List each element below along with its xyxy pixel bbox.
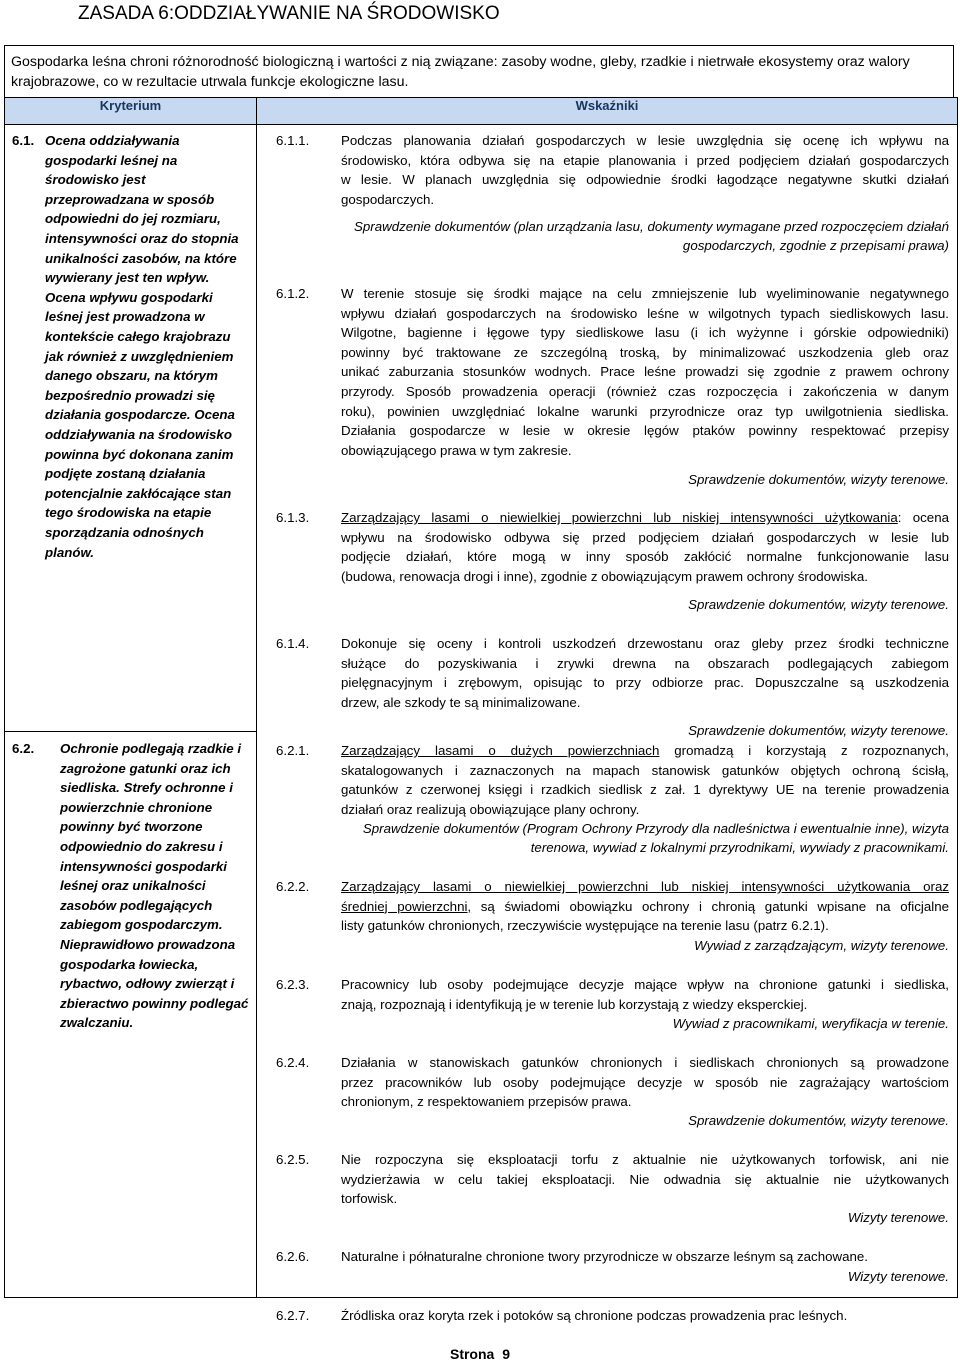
verification-note: gospodarczych, zgodnie z przepisami prawa)	[682, 238, 949, 253]
criterion-line: środowisko jest	[45, 172, 146, 188]
indicator-line: służące do pozyskiwania i zrywki drewna na obszarach podlegających zabiegom	[341, 655, 949, 671]
verification-note: Wizyty terenowe.	[847, 1269, 949, 1284]
indicator-line: Naturalne i półnaturalne chronione twory przyrodnicze w obszarze leśnym są zachowane.	[341, 1249, 868, 1264]
indicator-line: Źródliska oraz koryta rzek i potoków są chronione podczas prowadzenia prac leśnych.	[341, 1308, 848, 1323]
indicator-line: działań oraz realizują obowiązujące plany ochrony.	[341, 801, 640, 817]
indicator-line: obowiązującego prawa w tym zakresie.	[341, 442, 572, 458]
indicator-line: skatalogowanych i zaznaczonych na mapach stanowisk gatunków objętych ochroną ścisłą,	[341, 762, 949, 778]
criterion-line: zagrożone gatunki oraz ich	[60, 760, 231, 776]
criterion-line: 6.2. Ochronie podlegają rzadkie i	[12, 739, 241, 759]
criterion-line: unikalności zasobów, na które	[45, 250, 237, 266]
indicator-line: wpływu na środowisko odbywa się przed podjęciem działań gospodarczych w lesie lub	[341, 529, 949, 545]
criterion-line: powierzchnie chronione	[60, 799, 213, 815]
indicator-line: w lesie. W planach uwzględnia się odpowiednie środki łagodzące negatywne skutki działań	[341, 172, 949, 188]
verification-note: Wizyty terenowe.	[847, 1210, 949, 1225]
footer-page-number: 9	[502, 1346, 511, 1362]
criterion-line: zasobów podlegających	[60, 897, 213, 913]
verification-note: Wywiad z zarządzającym, wizyty terenowe.	[694, 938, 949, 953]
verification-note: Sprawdzenie dokumentów (plan urządzania lasu, dokumenty wymagane przed rozpoczęciem działań	[354, 219, 949, 234]
criterion-line: danego obszaru, na którym	[45, 368, 218, 384]
criterion-line: Nieprawidłowo prowadzona	[60, 937, 236, 952]
verification-note: Sprawdzenie dokumentów, wizyty terenowe.	[688, 472, 949, 487]
indicator-line: podjęcie działań, które mogą w inny sposób zakłócić normalne funkcjonowanie lasu	[341, 549, 949, 565]
criterion-line: Ocena wpływu gospodarki	[45, 289, 213, 305]
verification-note: Sprawdzenie dokumentów, wizyty terenowe.	[688, 1113, 949, 1128]
criterion-line: wywierany jest ten wpływ.	[45, 270, 210, 286]
indicator-code: 6.1.2.	[276, 286, 310, 301]
indicator-line: Zarządzający lasami o niewielkiej powierzchni lub niskiej intensywności użytkowania oraz	[341, 879, 949, 894]
criterion-line: potencjalnie zakłócające stan	[45, 485, 232, 501]
indicator-code: 6.2.7.	[276, 1308, 310, 1323]
indicator-line: gatunków z czerwonej księgi i rzadkich siedlisk z zał. 1 dyrektywy UE na terenie prowadzenia	[341, 782, 949, 798]
criterion-line: tego środowiska na etapie	[45, 505, 212, 521]
indicator-line: Nie rozpoczyna się eksploatacji torfu z aktualnie nie użytkowanych torfowisk, ani nie	[341, 1152, 949, 1167]
indicator-line: chronionym, z respektowaniem przepisów prawa.	[341, 1094, 632, 1110]
indicator-line: znają, rozpoznają i identyfikują je w terenie lub korzystają z wiedzy eksperckiej.	[341, 996, 808, 1012]
indicator-line: unikać zaburzania stosunków wodnych. Prace leśne prowadzi się zgodnie z prawem ochrony	[341, 364, 949, 380]
principle-intro: Gospodarka leśna chroni różnorodność biologiczną i wartości z nią związane: zasoby wodne, gleby, rzadkie i nietrwałe ekosystemy oraz walory krajobrazowe, co w rezultacie utrwala funkcje ekologiczne lasu.	[4, 45, 954, 97]
indicator-line: Zarządzający lasami o niewielkiej powierzchni lub niskiej intensywności użytkowania: ocena	[341, 510, 949, 525]
indicator-line: pielęgnacyjnym i zrębowym, opisując to przy odbiorze prac. Dopuszczalne są uszkodzenia	[341, 675, 949, 691]
indicator-code: 6.2.6.	[276, 1249, 310, 1264]
indicator-line: drzew, ale szkody te są minimalizowane.	[341, 694, 581, 710]
verification-note: Sprawdzenie dokumentów (Program Ochrony Przyrody dla nadleśnictwa i ewentualnie inne), wizyta	[362, 821, 949, 836]
indicator-code: 6.2.5.	[276, 1152, 310, 1167]
criterion-line: odpowiedni do jej rozmiaru,	[45, 211, 221, 227]
indicator-line: Podczas planowania działań gospodarczych w lesie uwzględnia się ocenę ich wpływu na	[341, 133, 949, 148]
indicator-line: przyrody. Sposób prowadzenia operacji (również czas rozpoczęcia i zakończenia w danym	[341, 384, 949, 399]
criterion-line: jak również z uwzględnieniem	[45, 348, 234, 364]
page-footer	[0, 1346, 960, 1362]
indicator-code: 6.1.3.	[276, 510, 310, 525]
indicator-line: Zarządzający lasami o dużych powierzchniach gromadzą i korzystają z rozpoznanych,	[341, 743, 949, 758]
criterion-line: leśnej jest prowadzona w	[45, 309, 205, 325]
criterion-line: gospodarki leśnej na	[45, 152, 178, 168]
indicator-line: Działania gospodarcze w lesie w okresie lęgów ptaków powinny respektować przepisy	[341, 423, 949, 439]
criterion-number: 6.1.	[12, 133, 35, 148]
criterion-line: podjęte zostaną działania	[45, 466, 206, 482]
criterion-number: 6.2.	[12, 741, 35, 756]
indicator-code: 6.2.4.	[276, 1055, 310, 1070]
indicator-line: wpływu działań gospodarczych na środowisko leśne w wilgotnych typach siedliskowych lasu.	[341, 305, 949, 321]
criterion-line: gospodarka łowiecka,	[60, 956, 199, 972]
indicator-line: wydzierżawia w celu takiej eksploatacji. Nie odwadnia się aktualnie nie użytkowanych	[341, 1171, 949, 1187]
indicator-line: listy gatunków chronionych, rzeczywiście występujące na terenie lasu (patrz 6.2.1).	[341, 918, 829, 934]
indicator-line: Działania w stanowiskach gatunków chronionych i siedliskach chronionych są prowadzone	[341, 1055, 949, 1070]
header-indicators: Wskaźniki	[257, 98, 958, 125]
indicator-line: Pracownicy lub osoby podejmujące decyzje mające wpływ na chronione gatunki i siedliska,	[341, 977, 949, 992]
criterion-line: powinna być dokonana zanim	[45, 446, 234, 462]
page-title: ZASADA 6:ODDZIAŁYWANIE NA ŚRODOWISKO	[78, 3, 500, 24]
indicator-code: 6.1.1.	[276, 133, 310, 148]
indicator-code: 6.1.4.	[276, 636, 310, 651]
criterion-line: zabiegom gospodarczym.	[60, 917, 223, 933]
indicator-line: średniej powierzchni, są świadomi obowiązku ochrony i chronią gatunki wpisane na oficjalne	[341, 898, 949, 914]
indicator-line: torfowisk.	[341, 1191, 398, 1207]
footer-label: Strona	[449, 1346, 495, 1362]
verification-note: Sprawdzenie dokumentów, wizyty terenowe.	[688, 723, 949, 738]
verification-note: Wywiad z pracownikami, weryfikacja w terenie.	[672, 1016, 949, 1031]
indicator-line: środowisko, która odbywa się na etapie planowania i przed podjęciem działań gospodarczych	[341, 152, 949, 168]
criterion-line: zwalczaniu.	[60, 1015, 134, 1031]
criterion-line: leśnej oraz unikalności	[60, 878, 206, 894]
indicator-line: powinny być traktowane ze szczególną troską, by minimalizować uszkodzenia gleb oraz	[341, 344, 949, 360]
criterion-line: rybactwo, odłowy zwierząt i	[60, 976, 235, 992]
verification-note: Sprawdzenie dokumentów, wizyty terenowe.	[688, 597, 949, 612]
criterion-line: działania gospodarcze. Ocena	[45, 407, 235, 423]
criterion-line: siedliska. Strefy ochronne i	[60, 780, 233, 796]
criterion-line: odpowiednio do zakresu i	[60, 839, 223, 854]
verification-note: terenowa, wywiad z lokalnymi przyrodnikami, wywiady z pracownikami.	[530, 840, 949, 855]
indicator-line: roku), powinien uwzględniać lokalne warunki przyrodnicze oraz typ uwilgotnienia siedliska.	[341, 403, 949, 419]
indicator-line: W terenie stosuje się środki mające na celu zmniejszenie lub wyeliminowanie negatywnego	[341, 286, 949, 301]
indicator-code: 6.2.3.	[276, 977, 310, 992]
indicator-line: przez pracowników lub osoby podejmujące decyzje w sposób nie zagrażający wartościom	[341, 1074, 949, 1090]
criterion-line: kontekście całego krajobrazu	[45, 329, 231, 344]
criterion-line: zbieractwo powinny podlegać	[60, 995, 249, 1011]
indicator-code: 6.2.2.	[276, 879, 310, 894]
criterion-line: powinny być tworzone	[60, 819, 203, 835]
indicator-line: Wilgotne, bagienne i łęgowe typy siedliskowe lasu (i ich wyżynne i górskie odpowiedniki)	[341, 325, 949, 341]
criterion-line: przeprowadzana w sposób	[45, 191, 215, 207]
indicator-line: (budowa, renowacja drogi i inne), zgodnie z obowiązującym prawem ochrony środowiska.	[341, 568, 868, 584]
criterion-line: planów.	[45, 544, 94, 560]
criterion-line: intensywności gospodarki	[60, 858, 227, 874]
criterion-line: sporządzania odnośnych	[45, 525, 204, 540]
criterion-line: 6.1. Ocena oddziaływania	[12, 131, 180, 151]
criterion-line: intensywności oraz do stopnia	[45, 231, 239, 246]
indicator-code: 6.2.1.	[276, 743, 310, 758]
criterion-line: bezpośrednio prowadzi się	[45, 387, 215, 403]
indicator-line: Dokonuje się oceny i kontroli uszkodzeń drzewostanu oraz gleby przez środki techniczne	[341, 636, 949, 651]
indicator-line: gospodarczych.	[341, 191, 435, 207]
criterion-line: oddziaływania na środowisko	[45, 427, 232, 442]
header-criterion: Kryterium	[5, 98, 257, 125]
